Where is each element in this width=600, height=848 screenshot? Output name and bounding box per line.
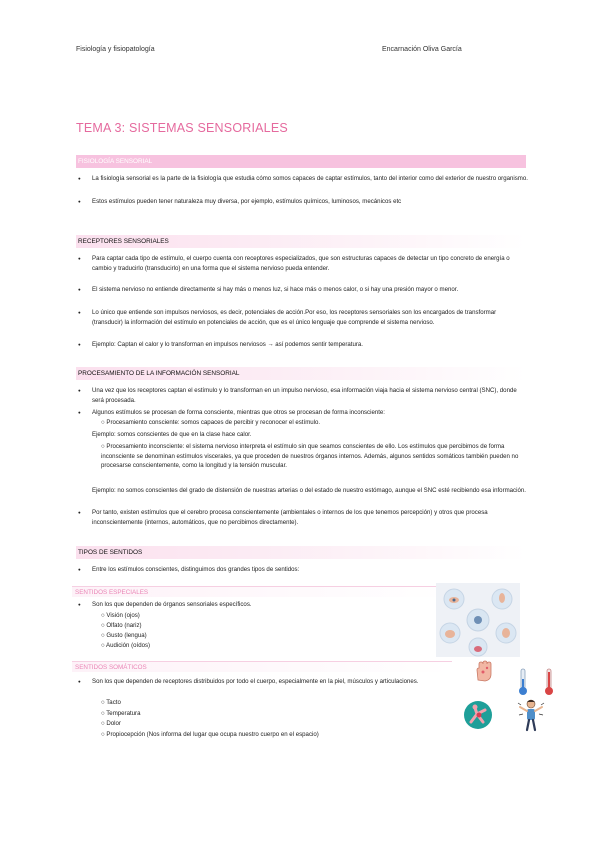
list-subitem: ○ Procesamiento inconsciente: el sistema nervioso interpreta el estímulo sin que seamos conscientes de ello. Los estímulos que percibimos de forma inconsciente se denominan estímulos viscerales, ya que proceden de nuestros órganos internos. Además, algunos sentidos somáticos también pueden no procesarse conscientemente, como la longitud y la tensión muscular.	[101, 443, 519, 470]
list-item: ● Para captar cada tipo de estímulo, el cuerpo cuenta con receptores especializados, que son estructuras capaces de detectar un tipo concreto de energía o cambio y traducirlo (transducirlo) en una forma que el sistema nervioso pueda entender.	[92, 254, 528, 273]
hand-touch-icon	[474, 660, 494, 682]
list-subitem: ○ Temperatura	[101, 710, 141, 717]
list-subitem: ○ Olfato (nariz)	[101, 622, 142, 629]
section-heading-fisiologia: FISIOLOGÍA SENSORIAL	[76, 155, 526, 168]
list-item: ● Ejemplo: Captan el calor y lo transforman en impulsos nerviosos → así podemos sentir temperatura.	[92, 340, 528, 350]
header-subject: Fisiología y fisiopatología	[76, 46, 155, 53]
page-title: TEMA 3: SISTEMAS SENSORIALES	[76, 121, 288, 135]
list-item: ● Algunos estímulos se procesan de forma consciente, mientras que otros se procesan de forma inconsciente:	[92, 408, 528, 418]
subheading-sentidos-somaticos: SENTIDOS SOMÁTICOS	[72, 661, 452, 672]
list-subitem: ○ Visión (ojos)	[101, 612, 140, 619]
example-text: Ejemplo: no somos conscientes del grado de distensión de nuestras arterias o del estado de nuestro estómago, aunque el SNC esté recibiendo esa información.	[92, 487, 526, 494]
five-senses-illustration	[436, 583, 520, 657]
list-item: ● Lo único que entiende son impulsos nerviosos, es decir, potenciales de acción.Por eso, los receptores sensoriales son los encargados de transformar (transducir) la información del estímulo en potenciales de acción, que es el único lenguaje que comprende el sistema nervioso.	[92, 308, 528, 327]
list-subitem: ○ Gusto (lengua)	[101, 632, 147, 639]
example-text: Ejemplo: somos conscientes de que en la clase hace calor.	[92, 431, 252, 438]
list-item: ● Por tanto, existen estímulos que el cerebro procesa conscientemente (ambientales o internos de los que tenemos percepción) y otros que procesa inconscientemente (internos, automáticos, que no percibimos directamente).	[92, 508, 528, 527]
list-item: ● Son los que dependen de receptores distribuidos por todo el cuerpo, especialmente en la piel, músculos y articulaciones.	[92, 677, 462, 687]
section-heading-procesamiento: PROCESAMIENTO DE LA INFORMACIÓN SENSORIAL	[76, 367, 526, 380]
list-item: ● El sistema nervioso no entiende directamente si hay más o menos luz, si hace más o menos calor, o si hay una presión mayor o menor.	[92, 285, 528, 295]
list-subitem: ○ Procesamiento consciente: somos capaces de percibir y reconocer el estímulo.	[101, 419, 321, 426]
header-author: Encarnación Oliva García	[382, 46, 462, 53]
list-item: ● Son los que dependen de órganos sensoriales específicos.	[92, 600, 452, 610]
list-subitem: ○ Propiocepción (Nos informa del lugar que ocupa nuestro cuerpo en el espacio)	[101, 731, 319, 738]
subheading-sentidos-especiales: SENTIDOS ESPECIALES	[72, 586, 452, 597]
list-item: ● Una vez que los receptores captan el estímulo y lo transforman en un impulso nervioso, esa información viaja hacia el sistema nervioso central (SNC), donde será procesada.	[92, 386, 528, 405]
section-heading-receptores: RECEPTORES SENSORIALES	[76, 235, 526, 248]
thermometer-icon	[514, 667, 558, 697]
list-item: ● Estos estímulos pueden tener naturaleza muy diversa, por ejemplo, estímulos químicos, luminosos, mecánicos etc	[92, 197, 528, 207]
list-subitem: ○ Tacto	[101, 699, 121, 706]
list-item: ● Entre los estímulos conscientes, distinguimos dos grandes tipos de sentidos:	[92, 565, 528, 575]
list-subitem: ○ Dolor	[101, 720, 121, 727]
list-item: ● La fisiología sensorial es la parte de la fisiología que estudia cómo somos capaces de captar estímulos, tanto del interior como del exterior de nuestro organismo.	[92, 174, 528, 184]
pain-body-icon	[463, 700, 493, 730]
section-heading-tipos: TIPOS DE SENTIDOS	[76, 546, 526, 559]
list-subitem: ○ Audición (oídos)	[101, 642, 151, 649]
proprioception-figure-icon	[516, 697, 546, 733]
